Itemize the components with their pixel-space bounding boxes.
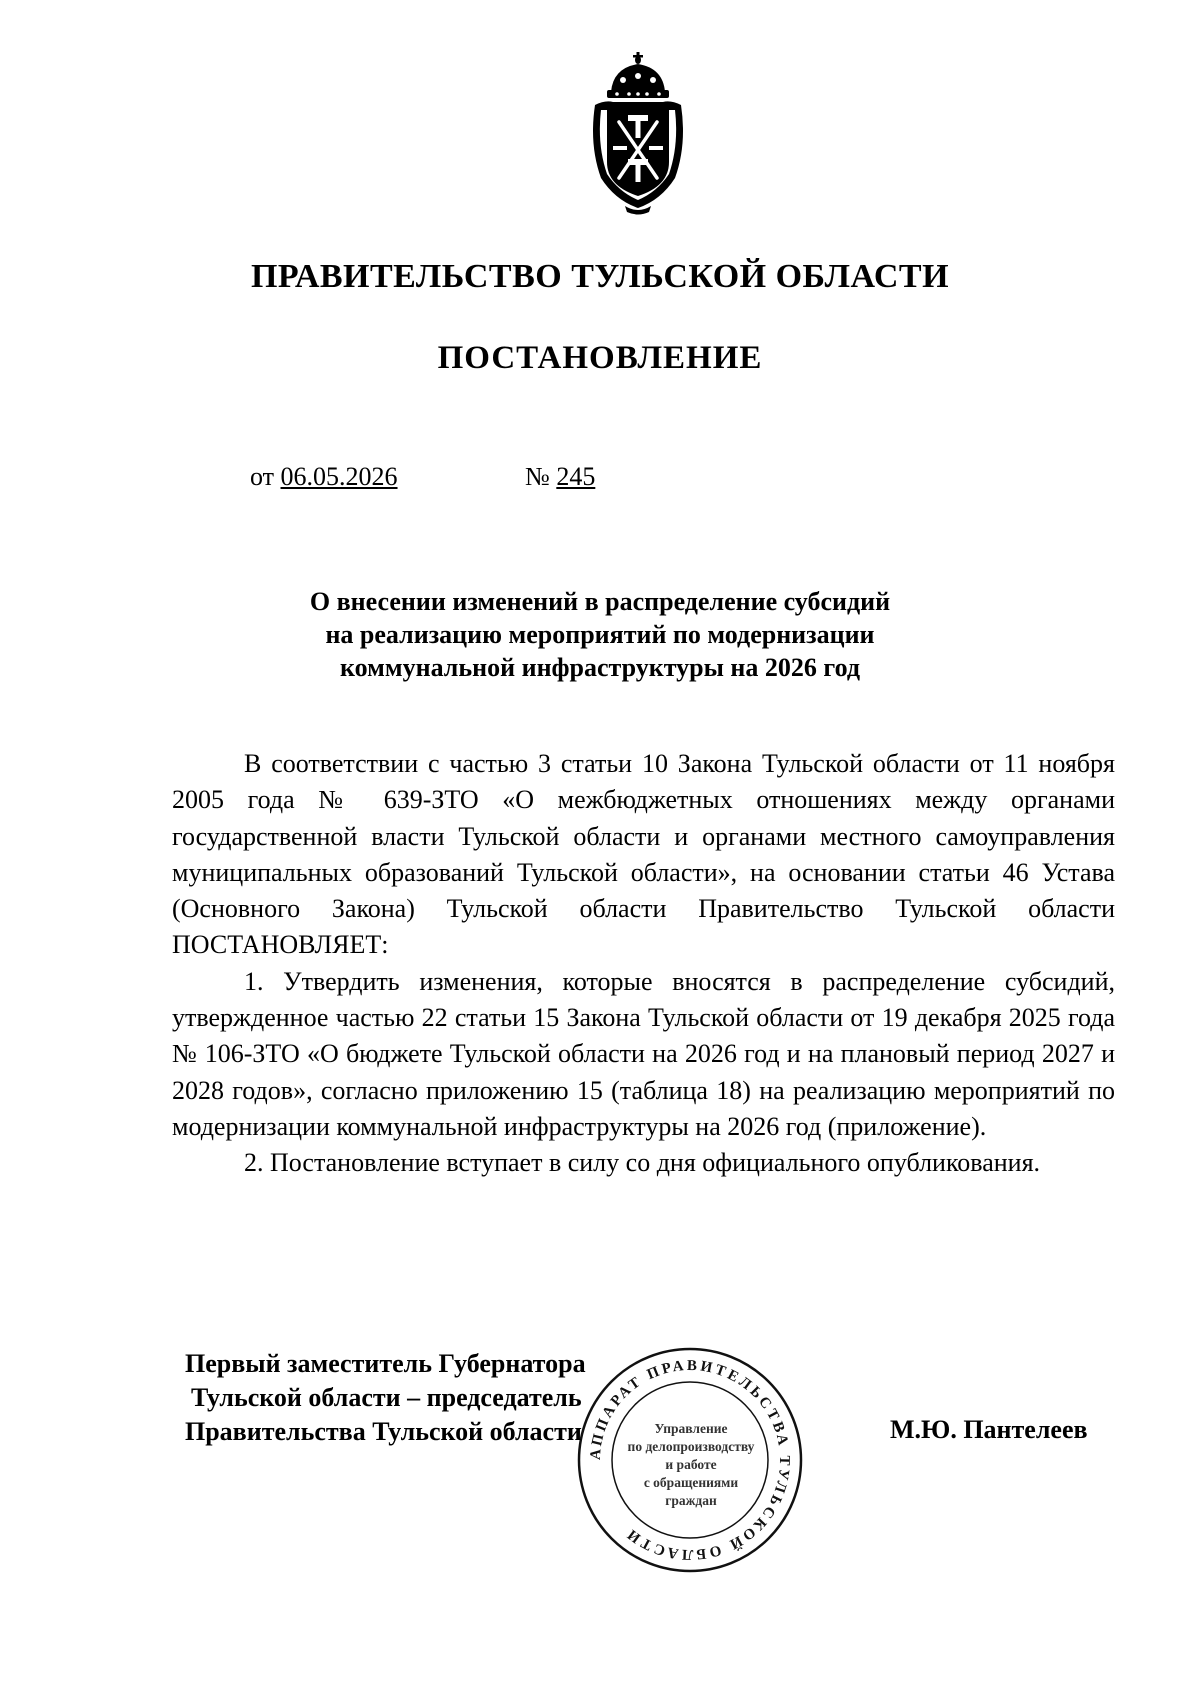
body-paragraph-1: 1. Утвердить изменения, которые вносятся в распределение субсидий, утвержденное частью 22 статьи 15 Закона Тульской области от 19 декабря 2025 года № 106-ЗТО «О бюджете Тульской области на 2026 год и на плановый период 2027 и 2028 годов», согласно приложению 15 (таблица 18) на реализацию мероприятий по модернизации коммунальной инфраструктуры на 2026 год (приложение). xyxy=(172,966,1115,1141)
body-paragraph-preamble: В соответствии с частью 3 статьи 10 Закона Тульской области от 11 ноября 2005 года № 639-ЗТО «О межбюджетных отношениях между органами государственной власти Тульской области и органами местного самоуправления муниципальных образований Тульской области», на основании статьи 46 Устава (Основного Закона) Тульской области Правительство Тульской области ПОСТАНОВЛЯЕТ: xyxy=(172,749,1115,960)
signer-position-line: Первый заместитель Губернатора xyxy=(185,1349,586,1378)
organization-title: ПРАВИТЕЛЬСТВО ТУЛЬСКОЙ ОБЛАСТИ xyxy=(250,258,950,295)
signer-position-line: Правительства Тульской области xyxy=(185,1417,582,1446)
document-type-title: ПОСТАНОВЛЕНИЕ xyxy=(437,340,763,376)
signer-position-line: Тульской области – председатель xyxy=(191,1383,582,1412)
signer-position xyxy=(185,1347,586,1449)
document-subject xyxy=(0,585,1200,684)
stamp-ring-text: АППАРАТ ПРАВИТЕЛЬСТВА ТУЛЬСКОЙ ОБЛАСТИ xyxy=(587,1357,793,1563)
number-value: 245 xyxy=(556,462,596,491)
stamp-inner-text xyxy=(608,1420,774,1510)
signer-name: М.Ю. Пантелеев xyxy=(890,1415,1088,1444)
subject-line: коммунальной инфраструктуры на 2026 год xyxy=(340,653,860,682)
document-body xyxy=(172,746,1115,1182)
number-prefix: № xyxy=(525,462,550,491)
subject-line: на реализацию мероприятий по модернизации xyxy=(325,620,875,649)
date-value: 06.05.2026 xyxy=(280,462,398,491)
stamp-line: по делопроизводству xyxy=(627,1439,755,1454)
body-paragraph-2: 2. Постановление вступает в силу со дня официального опубликования. xyxy=(244,1148,1041,1178)
date-prefix: от xyxy=(250,462,275,491)
subject-line: О внесении изменений в распределение субсидий xyxy=(309,587,891,616)
stamp-line: с обращениями xyxy=(643,1475,739,1490)
coat-of-arms-icon xyxy=(583,50,693,215)
document-date xyxy=(250,462,398,492)
document-number xyxy=(525,462,595,492)
stamp-line: и работе xyxy=(665,1457,717,1472)
stamp-line: граждан xyxy=(665,1493,717,1508)
stamp-line: Управление xyxy=(654,1421,728,1436)
